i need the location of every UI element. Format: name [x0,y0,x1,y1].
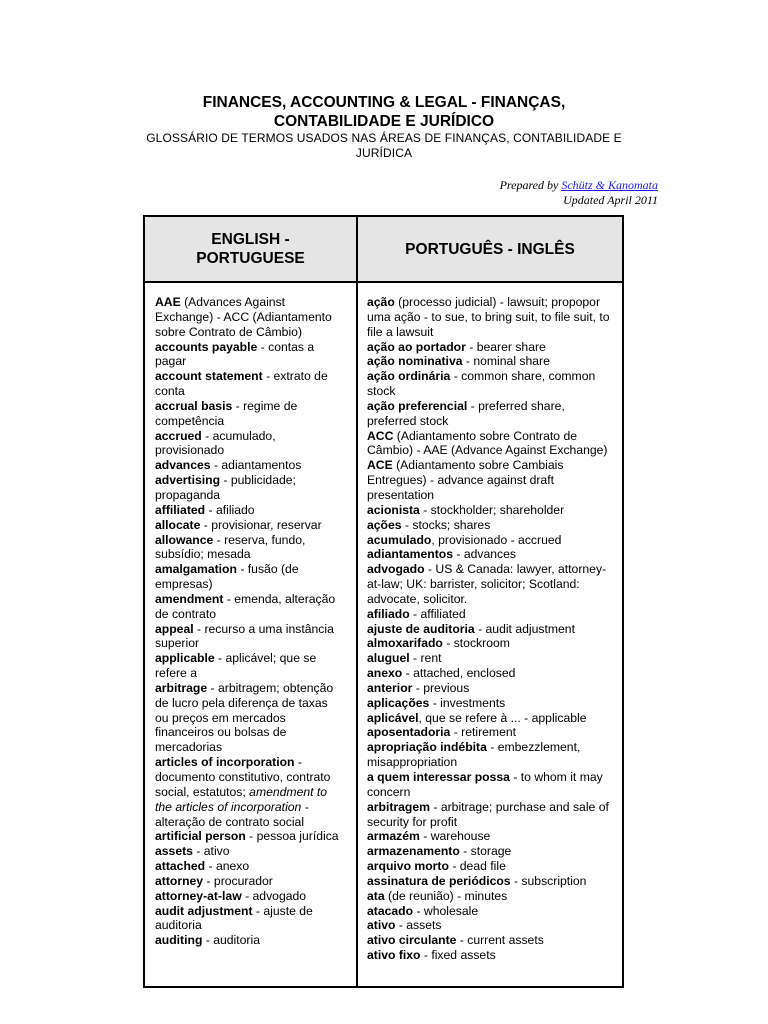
author-link[interactable]: Schütz & Kanomata [561,178,658,192]
entry-definition: - recurso a uma instância superior [155,621,334,651]
entry-term: aposentadoria [367,725,451,740]
entry-definition: (Advances Against Exchange) - ACC (Adiantamento sobre Contrato de Câmbio) [155,295,332,339]
entry-definition: - retirement [450,725,517,740]
left-header-line-1: ENGLISH - [211,231,290,248]
glossary-entry [367,354,617,369]
glossary-entry [367,725,617,740]
entry-definition: - acumulado, provisionado [155,428,276,458]
entry-definition: - advances [453,547,517,562]
entry-definition: - procurador [203,873,273,888]
glossary-entry [367,533,617,548]
entry-definition: (Adiantamento sobre Contrato de Câmbio) - AAE (Advance Against Exchange) [367,428,608,458]
document-title [0,93,768,131]
glossary-entry [367,889,617,904]
entry-definition: - audit adjustment [474,621,575,636]
entry-term: anexo [367,666,403,681]
glossary-entry [367,770,617,800]
entry-definition: - reserva, fundo, subsídio; mesada [155,532,306,562]
entry-term: allowance [155,532,214,547]
glossary-entry [367,740,617,770]
glossary-table [143,215,624,988]
entry-term: attorney [155,873,204,888]
entry-definition: - documento constitutivo, contrato social, estatutos; [155,755,331,799]
glossary-entry [155,889,343,904]
glossary-entry [155,874,343,889]
entry-term: aplicações [367,695,430,710]
entry-term: adiantamentos [367,547,454,562]
entry-term: almoxarifado [367,636,443,651]
entry-definition: (Adiantamento sobre Cambiais Entregues) - advance against draft presentation [367,458,564,502]
entry-definition: - current assets [456,933,544,948]
glossary-entry [367,340,617,355]
entry-definition: - ativo [192,844,230,859]
entry-definition: - stockroom [442,636,510,651]
prepared-by-line [500,178,658,193]
entry-definition: , provisionado - accrued [431,532,562,547]
entry-definition: - fixed assets [420,948,496,963]
glossary-entry [367,711,617,726]
glossary-entry [367,948,617,963]
entry-definition: - publicidade; propaganda [155,473,296,502]
right-header-label: PORTUGUÊS - INGLÊS [405,240,575,258]
entry-definition: - regime de competência [155,398,298,428]
entry-term: accounts payable [155,339,258,354]
document-subtitle [0,131,768,161]
glossary-entry [155,399,343,429]
glossary-entry [155,562,343,592]
portugues-ingles-column [367,295,617,963]
glossary-entry [367,622,617,637]
entry-definition: - stockholder; shareholder [419,502,565,517]
glossary-entry [367,859,617,874]
entry-term: armazenamento [367,844,460,859]
glossary-entry [367,933,617,948]
glossary-entry [367,636,617,651]
subtitle-line-2: JURÍDICA [355,146,413,160]
entry-definition: - emenda, alteração de contrato [155,591,336,621]
entry-term: ACE [367,458,393,473]
entry-term: ação ordinária [367,369,451,384]
entry-definition: - preferred share, preferred stock [367,398,565,428]
entry-definition: - rent [409,651,442,666]
glossary-entry [155,829,343,844]
entry-term: acumulado [367,532,432,547]
entry-term: advertising [155,473,221,488]
entry-definition: - common share, common stock [367,369,596,399]
entry-definition: - arbitrage; purchase and sale of security for profit [367,799,609,829]
glossary-entry [367,607,617,622]
glossary-entry [367,651,617,666]
entry-definition: - previous [412,680,470,695]
glossary-entry [155,904,343,934]
english-portuguese-column [155,295,343,948]
entry-definition: - investments [429,695,506,710]
entry-definition: - fusão (de empresas) [155,562,299,592]
entry-definition: - pessoa jurídica [245,829,339,844]
prepared-by-prefix: Prepared by [499,178,562,192]
entry-term: ação ao portador [367,339,466,354]
entry-term: ativo circulante [367,933,457,948]
glossary-entry [155,755,343,829]
credits-block [500,178,658,208]
entry-term: advances [155,458,211,473]
entry-definition: - embezzlement, misappropriation [367,740,581,770]
glossary-entry [155,681,343,755]
entry-example-definition: - alteração de contrato social [155,799,309,829]
entry-term: ajuste de auditoria [367,621,475,636]
entry-term: aplicável [367,710,419,725]
glossary-entry [155,503,343,518]
glossary-entry [367,666,617,681]
entry-term: acionista [367,502,420,517]
glossary-entry [155,592,343,622]
header-english-portuguese [145,217,356,283]
glossary-entry [367,429,617,459]
entry-term: amalgamation [155,562,237,577]
entry-definition: , que se refere à ... - applicable [418,710,587,725]
entry-definition: - to whom it may concern [367,770,603,799]
entry-definition: - dead file [448,859,506,874]
entry-definition: - arbitragem; obtenção de lucro pela diferença de taxas ou preços em mercados financeiros ou bolsas de mercadorias [155,680,334,755]
entry-term: arquivo morto [367,859,449,874]
glossary-entry [155,369,343,399]
entry-term: ações [367,517,402,532]
glossary-entry [367,369,617,399]
glossary-entry [367,458,617,503]
entry-term: advogado [367,562,425,577]
glossary-entry [367,681,617,696]
column-divider [356,217,358,986]
glossary-entry [367,547,617,562]
entry-term: ata [367,888,385,903]
glossary-entry [155,844,343,859]
entry-term: apropriação indébita [367,740,487,755]
entry-term: assinatura de periódicos [367,873,511,888]
entry-term: account statement [155,369,263,384]
left-header-line-2: PORTUGUESE [196,250,305,267]
entry-definition: - bearer share [465,339,546,354]
entry-definition: - anexo [205,859,250,874]
entry-definition: - afiliado [205,502,255,517]
entry-term: ativo fixo [367,948,421,963]
entry-definition: - aplicável; que se refere a [155,651,317,681]
glossary-entry [155,429,343,459]
glossary-entry [367,844,617,859]
glossary-entry [155,533,343,563]
entry-definition: - wholesale [413,903,479,918]
entry-definition: - US & Canada: lawyer, attorney-at-law; UK: barrister, solicitor; Scotland: advocate, solicitor. [367,562,607,606]
glossary-entry [155,651,343,681]
entry-term: ação preferencial [367,398,468,413]
entry-term: audit adjustment [155,903,253,918]
glossary-entry [367,503,617,518]
entry-term: artificial person [155,829,246,844]
entry-definition: (processo judicial) - lawsuit; propopor uma ação - to sue, to bring suit, to file suit, to file a lawsuit [367,295,610,339]
entry-definition: - extrato de conta [155,369,328,399]
entry-definition: - attached, enclosed [402,666,516,681]
entry-example-term: amendment to the articles of incorporation [155,784,328,814]
entry-term: anterior [367,680,413,695]
entry-definition: - warehouse [419,829,491,844]
entry-term: assets [155,844,193,859]
glossary-entry [367,518,617,533]
entry-term: ACC [367,428,394,443]
glossary-entry [155,473,343,503]
entry-term: atacado [367,903,414,918]
glossary-entry [155,859,343,874]
entry-term: affiliated [155,502,206,517]
entry-term: ativo [367,918,396,933]
glossary-entry [155,458,343,473]
entry-term: aluguel [367,651,410,666]
glossary-entry [367,696,617,711]
entry-term: AAE [155,295,181,309]
entry-definition: - stocks; shares [401,517,491,532]
entry-term: applicable [155,651,215,666]
glossary-entry [367,295,617,340]
entry-term: auditing [155,933,203,948]
entry-term: armazém [367,829,420,844]
entry-term: appeal [155,621,194,636]
glossary-entry [367,918,617,933]
entry-definition: - ajuste de auditoria [155,903,313,933]
entry-definition: (de reunião) - minutes [384,888,508,903]
glossary-entry [367,904,617,919]
title-line-1: FINANCES, ACCOUNTING & LEGAL - FINANÇAS, [202,94,566,111]
entry-term: articles of incorporation [155,755,295,770]
entry-definition: - contas a pagar [155,339,315,369]
entry-definition: - affiliated [409,606,466,621]
glossary-entry [155,622,343,652]
glossary-entry [155,518,343,533]
subtitle-line-1: GLOSSÁRIO DE TERMOS USADOS NAS ÁREAS DE FINANÇAS, CONTABILIDADE E [146,131,622,145]
entry-definition: - provisionar, reservar [200,517,322,532]
entry-definition: - auditoria [202,933,260,948]
entry-term: ação [367,295,395,309]
entry-definition: - storage [459,844,512,859]
entry-definition: - assets [395,918,442,933]
entry-term: a quem interessar possa [367,770,510,784]
entry-definition: - adiantamentos [210,458,302,473]
glossary-entry [367,829,617,844]
entry-term: arbitrage [155,680,208,695]
glossary-entry [155,933,343,948]
entry-term: attorney-at-law [155,888,242,903]
glossary-entry [367,562,617,607]
title-line-2: CONTABILIDADE E JURÍDICO [273,113,495,130]
entry-term: ação nominativa [367,354,463,369]
glossary-entry [367,800,617,830]
header-portugues-ingles [358,217,622,283]
entry-term: amendment [155,591,224,606]
entry-term: allocate [155,517,201,532]
entry-definition: - subscription [510,873,587,888]
glossary-entry [155,295,343,340]
entry-term: afiliado [367,606,410,621]
glossary-entry [367,874,617,889]
entry-term: accrual basis [155,398,233,413]
glossary-entry [367,399,617,429]
entry-definition: - nominal share [462,354,550,369]
entry-term: attached [155,859,206,874]
entry-term: arbitragem [367,799,430,814]
entry-term: accrued [155,428,202,443]
glossary-entry [155,340,343,370]
entry-definition: - advogado [241,888,307,903]
updated-date: Updated April 2011 [563,193,658,207]
